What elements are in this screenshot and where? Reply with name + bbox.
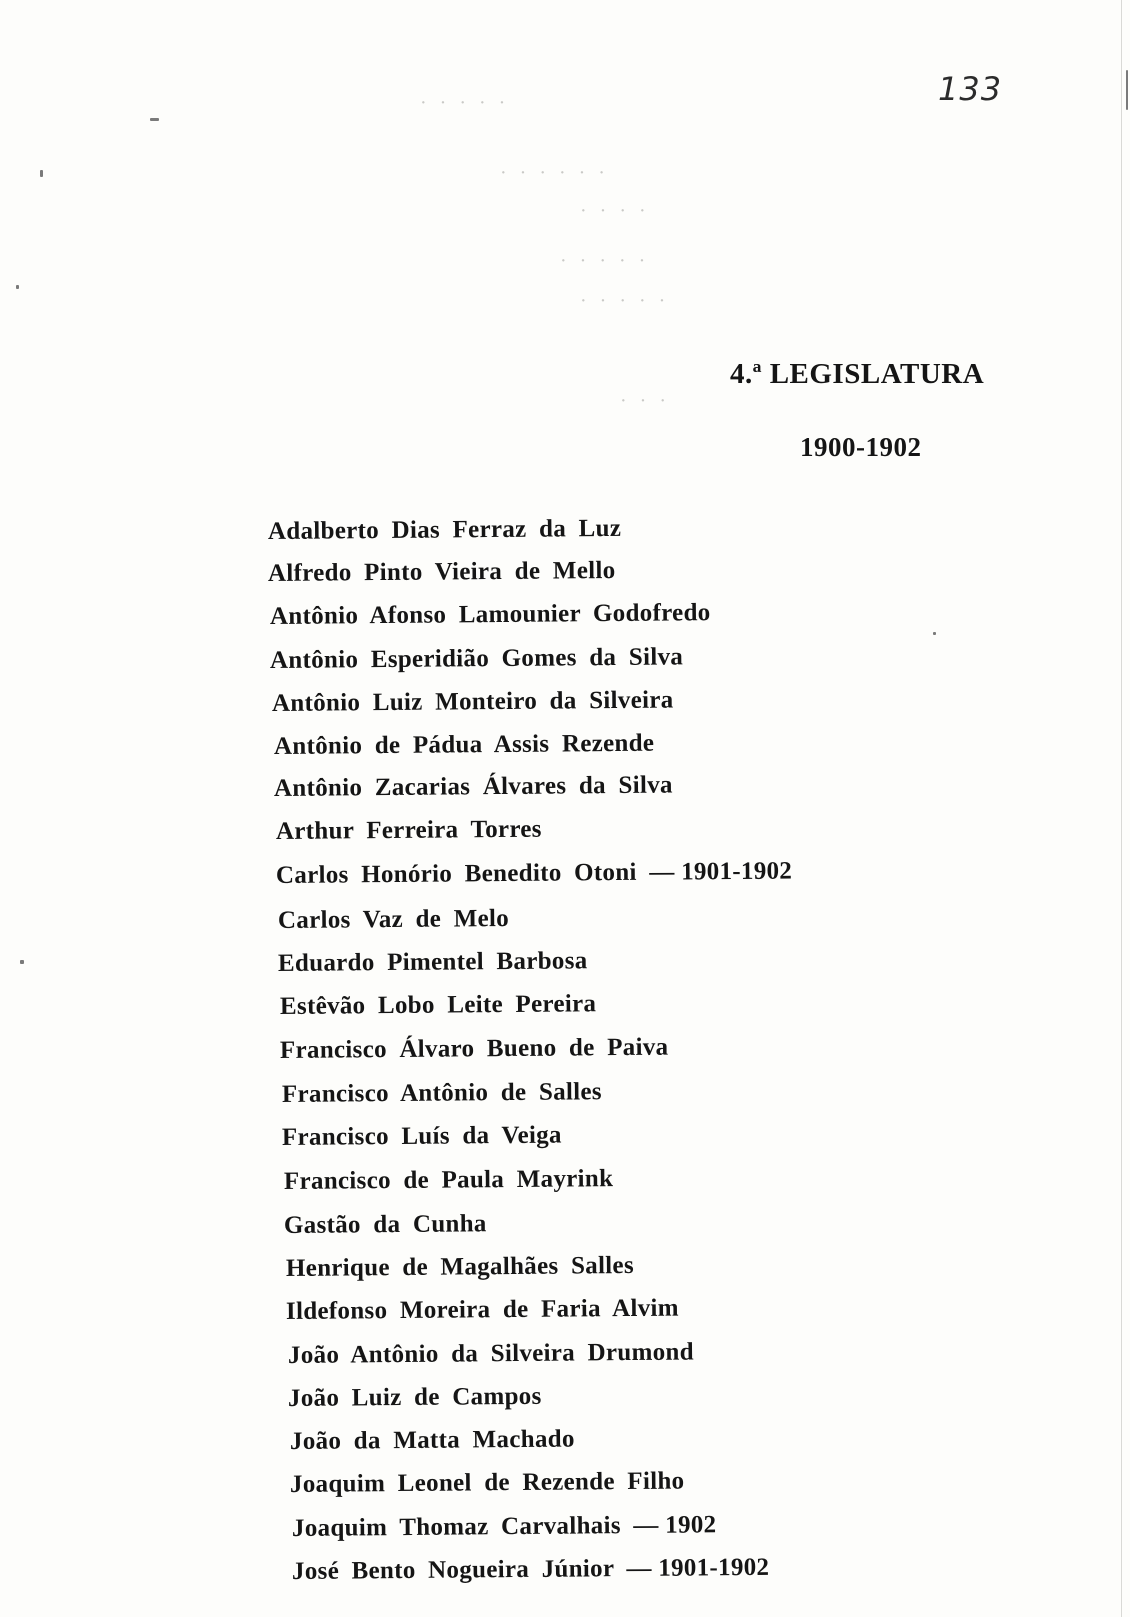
member-entry (286, 1295, 679, 1326)
bleed-through-mark: · · · · (580, 200, 650, 222)
member-entry (278, 905, 509, 935)
scan-speck (16, 285, 19, 289)
member-name: Gastão da Cunha (283, 1210, 487, 1239)
member-name: Arthur Ferreira Torres (275, 815, 542, 845)
legislature-years: 1900-1902 (800, 432, 922, 462)
member-name: Carlos Honório Benedito Otoni (275, 858, 637, 889)
member-entry (288, 1383, 542, 1413)
scan-speck (1126, 70, 1128, 110)
member-name: José Bento Nogueira Júnior (291, 1555, 614, 1585)
member-entry (282, 1078, 602, 1109)
member-entry (268, 515, 621, 546)
member-name: Antônio Zacarias Álvares da Silva (273, 771, 673, 802)
member-entry (288, 1338, 694, 1370)
scan-speck (933, 632, 936, 635)
member-name: João da Matta Machado (289, 1425, 575, 1455)
scan-speck (40, 170, 43, 177)
member-name: Henrique de Magalhães Salles (285, 1251, 635, 1282)
member-name: Adalberto Dias Ferraz da Luz (267, 514, 622, 545)
member-entry (278, 947, 588, 978)
member-term: — 1901-1902 (626, 1553, 770, 1583)
member-entry (292, 1554, 770, 1586)
member-name: Francisco Antônio de Salles (281, 1078, 602, 1108)
bleed-through-mark: · · · (620, 390, 670, 412)
member-name: Estêvão Lobo Leite Pereira (279, 990, 597, 1020)
scan-speck (150, 118, 159, 121)
member-entry (284, 1210, 487, 1240)
member-entry (274, 772, 673, 803)
member-name: Ildefonso Moreira de Faria Alvim (285, 1294, 679, 1325)
member-entry (280, 1034, 669, 1065)
member-name: Antônio Luiz Monteiro da Silveira (271, 686, 674, 717)
member-name: Antônio Afonso Lamounier Godofredo (269, 599, 711, 630)
member-entry (282, 1122, 562, 1152)
scan-speck (20, 960, 24, 964)
member-name: João Luiz de Campos (287, 1382, 542, 1412)
member-name: Antônio de Pádua Assis Rezende (273, 729, 655, 760)
member-name: Francisco Álvaro Bueno de Paiva (279, 1033, 669, 1064)
member-entry (272, 686, 674, 718)
member-name: Antônio Esperidião Gomes da Silva (269, 643, 684, 674)
legislature-heading: 4.ª LEGISLATURA (730, 358, 985, 390)
member-entry (286, 1252, 634, 1283)
member-entry (290, 1468, 685, 1499)
member-entry (292, 1511, 717, 1543)
bleed-through-mark: · · · · · (580, 290, 670, 312)
member-name: Carlos Vaz de Melo (277, 904, 510, 934)
member-name: João Antônio da Silveira Drumond (287, 1338, 694, 1369)
member-entry (284, 1165, 613, 1196)
member-name: Francisco de Paula Mayrink (283, 1165, 614, 1195)
member-name: Joaquim Leonel de Rezende Filho (289, 1467, 685, 1498)
member-entry (270, 643, 683, 675)
page-number: 133 (938, 70, 1003, 108)
member-term: — 1901-1902 (649, 857, 793, 886)
bleed-through-mark: · · · · · (420, 92, 510, 114)
member-entry (274, 730, 654, 761)
page-edge-line (1121, 0, 1122, 1617)
member-entry (270, 599, 711, 631)
bleed-through-mark: · · · · · · (500, 162, 609, 184)
member-name: Francisco Luís da Veiga (281, 1121, 562, 1151)
member-entry (268, 557, 616, 588)
member-term: — 1902 (633, 1511, 717, 1540)
member-entry (276, 816, 542, 846)
member-entry (290, 1426, 575, 1456)
member-name: Alfredo Pinto Vieira de Mello (267, 556, 616, 587)
member-entry (276, 857, 792, 890)
member-name: Eduardo Pimentel Barbosa (277, 947, 588, 977)
member-entry (280, 990, 596, 1021)
member-name: Joaquim Thomaz Carvalhais (291, 1512, 621, 1542)
bleed-through-mark: · · · · · (560, 250, 650, 272)
